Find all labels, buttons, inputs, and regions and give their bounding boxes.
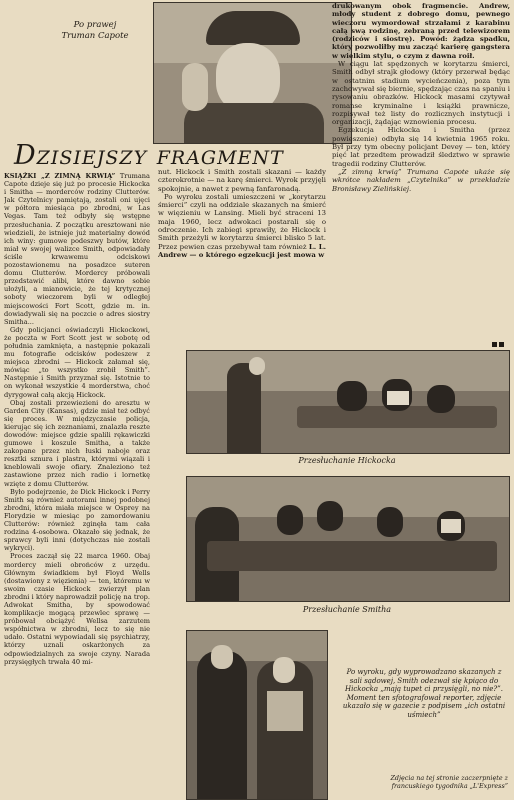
paragraph: nut. Hickock i Smith zostali skazani — każdy czterokrotnie — na karę śmierci. Wyrok przyjęli spokojnie, a nawet z pewną fanfaronadą. xyxy=(158,168,326,193)
end-mark xyxy=(492,332,506,337)
intro-label: KSIĄŻKI „Z ZIMNĄ KRWIĄ” xyxy=(4,172,116,180)
paragraph: Po wyroku zostali umieszczeni w „korytarzu śmierci” czyli na oddziale skazanych na śmierć w więzieniu w Lansing. Mieli być straceni 13 maja 1960, lecz adwokaci postarali się o odroczenie. Ich zabiegi sprawiły, że Hickock i Smith przeżyli w korytarzu śmierci blisko 5 lat. Przez pewien czas przebywał tam również xyxy=(158,192,326,251)
paragraph: Gdy policjanci oświadczyli Hickockowi, że poczta w Fort Scott jest w sobotę od południa zamknięta, a następnie pokazali mu fotografie odcisków podeszew z miejsca zbrodni — Hickock załamał się, mówiąc „to wszystko zrobił Smith”. Następnie i Smith przyznał się. Istotnie to on wykonał wszystkie 4 morderstwa, choć dyrygował całą akcją Hickock. xyxy=(4,325,150,399)
photo-hickock-interrogation xyxy=(186,350,510,454)
paragraph: drukowanym obok fragmencie. Andrew, młody student z dobrego domu, pewnego wieczoru wymordował strzałami z karabinu całą swą rodzinę, zebraną przed telewizorem (rodziców i siostrę). Powód: żądza spadku, który pozwoliłby mu zacząć karierę gangstera w wielkim stylu, o czym z dawna roił. xyxy=(332,2,510,60)
photo-3-caption: Po wyroku, gdy wyprowadzano skazanych z sali sądowej, Smith odezwał się kpiąco do Hickocka „mają tupet ci przysięgli, no nie?”. Moment ten sfotografował reporter, zdjęcie ukazało się w gazecie z podpisem „ich ostatni uśmiech” xyxy=(342,668,506,719)
photo-1-caption: Przesłuchanie Hickocka xyxy=(298,456,396,465)
intro-text: Trumana Capote dzieje się już po procesie Hickocka i Smitha — morderców rodziny Clutterów. Jak Czytelnicy pamiętają, zostali oni ujęci w półtora miesiąca po zbrodni, w Las Vegas. Tam też odbyły się wstępne przesłuchania. Z początku aresztowani nie wiedzieli, że istnieje już materialny dowód ich winy: gumowe podeszwy butów, które miał w swojej walizce Smith, odpowiadały ściśle krwawemu odciskowi pozostawionemu na posadzce suteren domu Clutterów. Mordercy próbowali przedstawić alibi, które dawno sobie ułożyli, a mianowicie, że tej krytycznej soboty wieczorem byli w odległej miejscowości Fort Scott, gdzie m. in. dowiadywali się na poczcie o adres siostry Smitha... xyxy=(4,172,150,326)
portrait-photo xyxy=(153,2,352,144)
paragraph: Proces zaczął się 22 marca 1960. Obaj mordercy mieli obrońców z urzędu. Głównym świadkiem był Floyd Wells (dostawiony z więzienia) — ten, któremu w swoim czasie Hickock zwierzył plan zbrodni i który naprowadził policję na trop. Adwokat Smitha, by spowodować komplikacje mogącą przewlec sprawę — próbował obciążyć Wellsa zarzutem współnictwa w zbrodni, lecz to się nie udało. Ostatni wypowiadali się psychiatrzy, którzy uznali oskarżonych za odpowiedzialnych za swoje czyny. Narada przysięgłych trwała 40 mi- xyxy=(4,552,150,666)
photo-after-verdict xyxy=(186,630,328,800)
paragraph: W ciągu lat spędzonych w korytarzu śmierci, Smith odbył strajk głodowy (który przerwał będąc w ostatnim stadium wycieńczenia), poza tym zachowywał się biernie, spędzając czas na spaniu i rysowaniu obrazków. Hickock masami czytywał romanse kryminalne i książki prawnicze, rozpisywał też listy do rozlicznych instytucji i organizacji, żądając wznowienia procesu. xyxy=(332,60,510,127)
page-title: Dzisiejszy fragment xyxy=(14,140,284,171)
portrait-caption-line2: Truman Capote xyxy=(61,31,129,41)
paragraph: Było podejrzenie, że Dick Hickock i Perry Smith są również autorami innej podobnej zbrodni, która miała miejsce w Osprey na Florydzie w miesiąc po zamordowaniu Clutterów: również zginęła tam cała rodzina 4-osobowa. Okazało się jednak, że sprawcy byli inni (dotychczas nie zostali wykryci). xyxy=(4,487,150,553)
column-3 xyxy=(332,2,510,342)
paragraph: Obaj zostali przewiezieni do aresztu w Garden City (Kansas), gdzie miał też odbyć się proces. W międzyczasie policja, kierując się ich zeznaniami, znalazła reszte dowodów: miejsce gdzie spalili rękawiczki gumowe i koszule Smitha, a także zakopane przez nich łuski naboje oraz resztki sznura i plastra, którymi wiązali i kneblowali swoje ofiary. Znaleziono też zastawione przez nich radio i lornetkę wzięte z domu Clutterów. xyxy=(4,398,150,488)
column-2 xyxy=(158,168,326,346)
photo-2-caption: Przesłuchanie Smitha xyxy=(302,605,392,614)
paragraph: „Z zimną krwią” Trumana Capote ukaże się wkrótce nakładem „Czytelnika” w przekładzie Bronisławy Zielińskiej. xyxy=(332,167,510,193)
photo-smith-interrogation xyxy=(186,476,510,602)
paragraph: Egzekucja Hickocka i Smitha (przez powieszenie) odbyła się 14 kwietnia 1965 roku. Był przy tym obecny policjant Devey — ten, który pięć lat przedtem prowadził śledztwo w sprawie tragedii rodziny Clutterów. xyxy=(332,126,510,168)
photo-credit: Zdjęcia na tej stronie zaczerpnięte z francuskiego tygodnika „L'Express” xyxy=(390,774,508,790)
bold-paragraph-end: L. L. Andrew — o którego egzekucji jest mowa w xyxy=(158,242,326,259)
column-1 xyxy=(4,172,150,798)
portrait-caption-line1: Po prawej xyxy=(73,20,117,30)
portrait-caption xyxy=(40,20,150,42)
